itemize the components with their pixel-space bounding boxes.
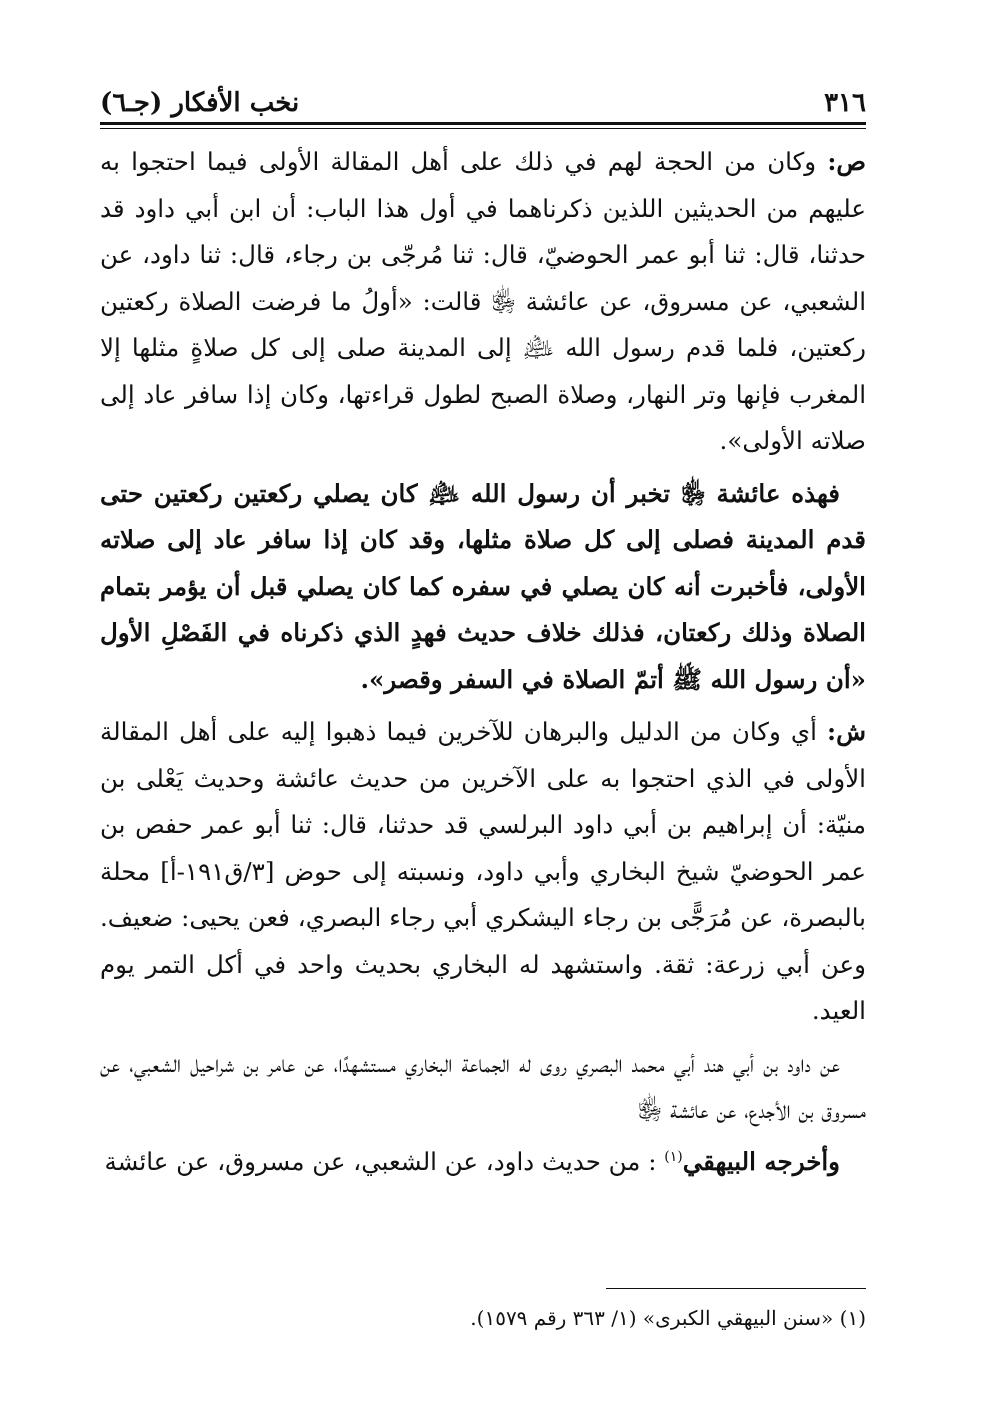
page-number: ٣١٦	[824, 88, 866, 118]
paragraph-text: وكان من الحجة لهم في ذلك على أهل المقالة الأولى فيما احتجوا به عليهم من الحديثين اللذين ذكرناهما في أول هذا الباب: أن ابن أبي داود قد حدثنا، قال: ثنا أبو عمر الحوضيّ، قال: ثنا مُرجّى بن رجاء، قال: ثنا داود، عن الشعبي، عن مسروق، عن عائشة ﵂ قالت: «أولُ ما فرضت الصلاة ركعتين ركعتين، فلما قدم رسول الله ﵇ إلى المدينة صلى إلى كل صلاةٍ مثلها إلا المغرب فإنها وتر النهار، وصلاة الصبح لطول قراءتها، وكان إذا سافر عاد إلى صلاته الأولى».	[100, 147, 866, 455]
footnote-separator	[606, 1288, 866, 1289]
paragraph-commentary	[100, 471, 866, 704]
book-title: نخب الأفكار (جـ٦)	[100, 88, 300, 118]
paragraph-chain	[100, 1041, 866, 1134]
footnote-text: (١) «سنن البيهقي الكبرى» (١/ ٣٦٣ رقم ١٥٧٩).	[470, 1306, 866, 1330]
book-page	[100, 78, 866, 1377]
takhrij-lead: وأخرجه البيهقي	[682, 1146, 840, 1176]
paragraph-sad	[100, 139, 866, 465]
paragraph-text: أي وكان من الدليل والبرهان للآخرين فيما ذهبوا إليه على أهل المقالة الأولى في الذي احتجوا به على الآخرين من حديث عائشة وحديث يَعْلى بن منيّة: أن إبراهيم بن أبي داود البرلسي قد حدثنا، قال: ثنا أبو عمر حفص بن عمر الحوضيّ شيخ البخاري وأبي داود، ونسبته إلى حوض [٣/ق١٩١-أ] محلة بالبصرة، عن مُرَجًّى بن رجاء اليشكري أبي رجاء البصري، فعن يحيى: ضعيف. وعن أبي زرعة: ثقة. واستشهد له البخاري بحديث واحد في أكل التمر يوم العيد.	[100, 717, 866, 1025]
footnote-reference: (١)	[664, 1148, 683, 1165]
paragraph-shin	[100, 709, 866, 1035]
paragraph-text: فهذه عائشة ﵂ تخبر أن رسول الله ﵇ كان يصلي ركعتين ركعتين حتى قدم المدينة فصلى إلى كل صلاة مثلها، وقد كان إذا سافر عاد إلى صلاته الأولى، فأخبرت أنه كان يصلي في سفره كما كان يصلي قبل أن يؤمر بتمام الصلاة وذلك ركعتان، فذلك خلاف حديث فهدٍ الذي ذكرناه في الفَصْلِ الأول «أن رسول الله ﷺ أتمّ الصلاة في السفر وقصر».	[100, 478, 866, 694]
paragraph-text: : من حديث داود، عن الشعبي، عن مسروق، عن عائشة	[104, 1146, 657, 1176]
page-header	[100, 78, 866, 118]
footnote	[100, 1303, 866, 1333]
paragraph-marker: ش:	[827, 717, 866, 746]
paragraph-marker: ص:	[827, 147, 866, 176]
header-rule-thin	[100, 128, 866, 129]
page-body	[100, 139, 866, 1185]
paragraph-takhrij	[100, 1134, 866, 1186]
paragraph-text: عن داود بن أبي هند أبي محمد البصري روى له الجماعة البخاري مستشهدًا، عن عامر بن شراحيل الشعبي، عن مسروق بن الأجدع، عن عائشة ﵂	[100, 1048, 866, 1124]
header-rule	[100, 122, 866, 125]
